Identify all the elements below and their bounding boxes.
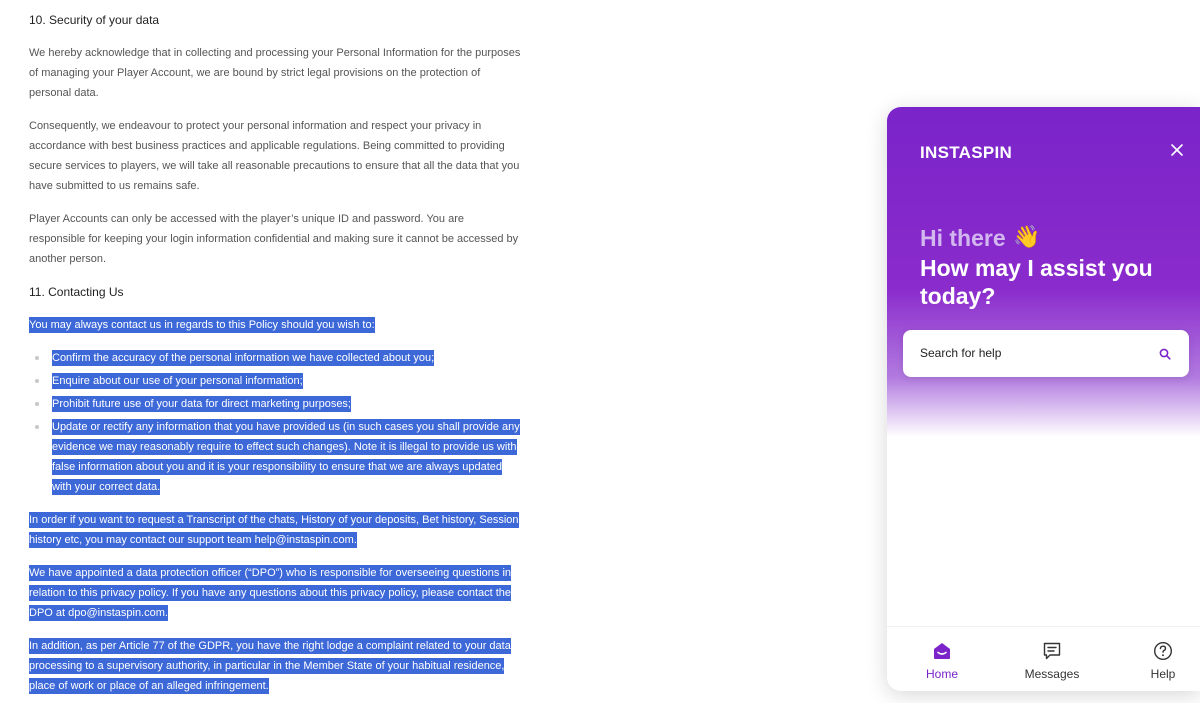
security-paragraph-3: Player Accounts can only be accessed with the player’s unique ID and password. You are responsible for keeping your login information confidential and making sure it cannot be accessed by another person. (29, 213, 519, 265)
widget-bottom-nav (887, 626, 1200, 691)
help-icon (1153, 641, 1173, 661)
selected-text: We have appointed a data protection officer (“DPO”) who is responsible for overseeing questions in relation to this privacy policy. If you have any questions about this privacy policy, please contact the DPO at dpo@instaspin.com. (29, 567, 512, 619)
selected-text: In order if you want to request a Transcript of the chats, History of your deposits, Bet history, Session history etc, you may contact our support team help@instaspin.com. (29, 514, 519, 546)
selected-text: Enquire about our use of your personal information; (52, 375, 303, 387)
nav-messages[interactable] (1012, 627, 1092, 691)
contact-paragraph-dpo (29, 563, 521, 623)
close-icon[interactable] (1169, 142, 1185, 158)
contact-paragraph-transcript (29, 510, 521, 550)
list-item (29, 417, 521, 497)
bullet-dot (35, 425, 39, 429)
security-paragraph-2: Consequently, we endeavour to protect your personal information and respect your privacy in accordance with best business practices and applicable regulations. Being committed to providing secure services to players, we will take all reasonable precautions to ensure that all the data that you have submitted to us remains safe. (29, 120, 520, 192)
section-heading-contact: 11. Contacting Us (29, 285, 124, 299)
search-placeholder: Search for help (920, 346, 1002, 360)
nav-home[interactable] (902, 627, 982, 691)
help-search-input[interactable] (903, 330, 1189, 377)
selected-text: Update or rectify any information that you have provided us (in such cases you shall provide any evidence we may reasonably require to effect such changes). Note it is illegal to provide us with false information about you and it is your responsibility to ensure that we are always updated with your correct data. (52, 421, 520, 493)
nav-messages-label: Messages (1024, 667, 1080, 681)
nav-help-label: Help (1150, 667, 1176, 681)
section-heading-security: 10. Security of your data (29, 13, 160, 27)
list-item (29, 348, 521, 368)
selected-text: In addition, as per Article 77 of the GDPR, you have the right lodge a complaint related to your data processing to a supervisory authority, in particular in the Member State of your habitual residence, place of work or place of an alleged infringement. (29, 640, 511, 692)
contact-paragraph-gdpr (29, 636, 521, 696)
security-paragraph-1: We hereby acknowledge that in collecting and processing your Personal Information for the purposes of managing your Player Account, we are bound by strict legal provisions on the protection of personal data. (29, 47, 521, 99)
contact-intro (29, 315, 521, 335)
waving-hand-icon: 👋 (1013, 224, 1041, 249)
selected-text: You may always contact us in regards to this Policy should you wish to: (29, 319, 375, 331)
bullet-dot (35, 379, 39, 383)
support-chat-widget (887, 107, 1200, 691)
home-icon (932, 641, 952, 661)
selected-text: Prohibit future use of your data for direct marketing purposes; (52, 398, 351, 410)
list-item (29, 371, 521, 391)
nav-help[interactable] (1123, 627, 1200, 691)
instaspin-logo: INSTASPIN (920, 143, 1013, 162)
bullet-dot (35, 402, 39, 406)
messages-icon (1042, 641, 1062, 661)
greeting-line-2: How may I assist you today? (920, 255, 1153, 309)
widget-header (887, 107, 1200, 437)
greeting-line-1: Hi there (920, 225, 1006, 251)
bullet-dot (35, 356, 39, 360)
list-item (29, 394, 521, 414)
contact-bullet-list (29, 348, 521, 497)
privacy-policy-article (29, 10, 521, 703)
selected-text: Confirm the accuracy of the personal information we have collected about you; (52, 352, 435, 364)
nav-home-label: Home (925, 667, 958, 681)
search-icon[interactable] (1159, 347, 1171, 365)
